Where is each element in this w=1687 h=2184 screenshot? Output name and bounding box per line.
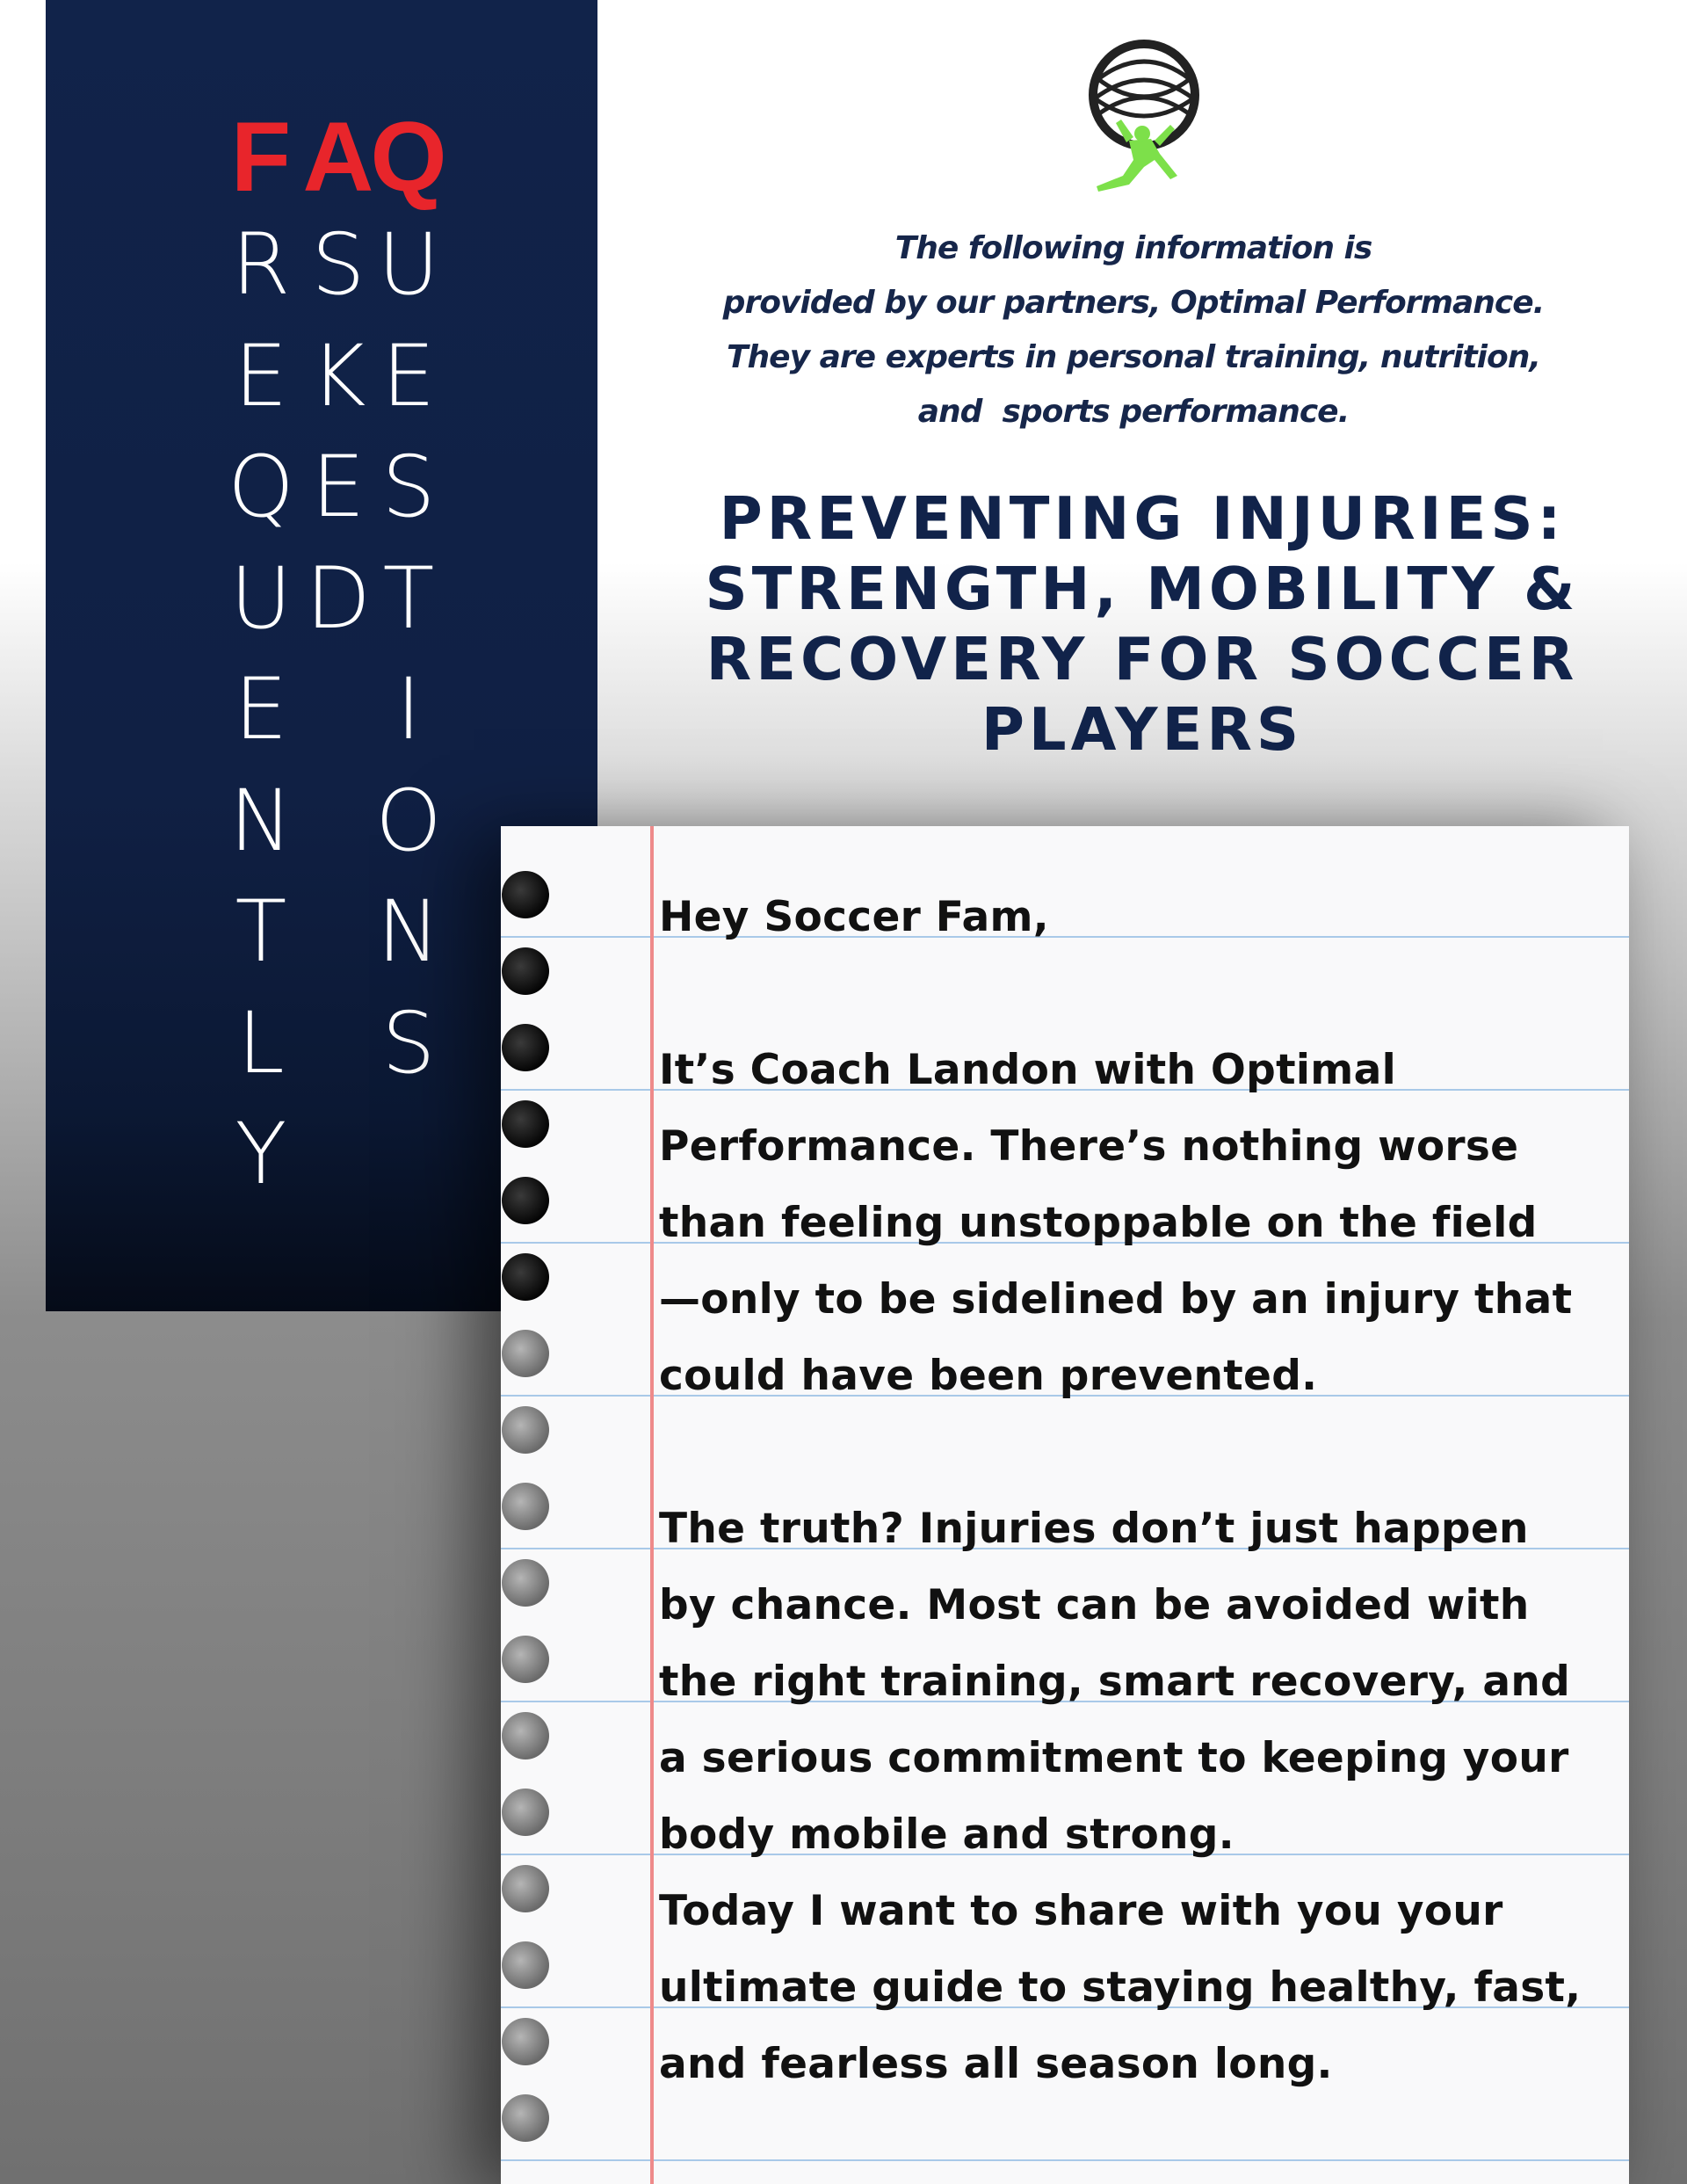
binder-hole xyxy=(502,1636,549,1683)
column-letter: D xyxy=(306,548,371,648)
intro-line: They are experts in personal training, nutrition, xyxy=(726,339,1541,375)
binder-hole xyxy=(502,1330,549,1377)
intro-line: The following information is xyxy=(894,230,1372,266)
binder-hole xyxy=(502,2094,549,2142)
binder-hole xyxy=(502,1483,549,1530)
letter-line: The truth? Injuries don’t just happen xyxy=(659,1505,1529,1553)
column-letter: E xyxy=(311,438,366,536)
binder-hole xyxy=(502,1024,549,1071)
binder-hole xyxy=(502,1865,549,1912)
binder-hole xyxy=(502,1941,549,1989)
letter-line: by chance. Most can be avoided with xyxy=(659,1581,1530,1629)
column-letter: S xyxy=(311,215,366,314)
column-letter: S xyxy=(381,438,436,536)
paragraph-gap xyxy=(659,1414,1608,1491)
faq-letter-a: A xyxy=(302,102,374,212)
binder-hole xyxy=(502,947,549,995)
headline-line: PLAYERS xyxy=(981,695,1304,764)
faq-column-frequently xyxy=(221,102,300,1210)
faq-column-asked xyxy=(299,102,378,654)
binder-hole xyxy=(502,1177,549,1224)
intro-line: and sports performance. xyxy=(917,394,1350,430)
letter-line: than feeling unstoppable on the field xyxy=(659,1199,1538,1247)
binder-hole xyxy=(502,1789,549,1836)
letter-line: could have been prevented. xyxy=(659,1352,1318,1400)
column-letter: Y xyxy=(235,1105,287,1203)
column-letter: I xyxy=(395,660,422,758)
column-letter: T xyxy=(235,882,287,981)
column-letter: O xyxy=(375,771,442,870)
faq-letter-f: F xyxy=(230,102,292,212)
binder-hole xyxy=(502,1712,549,1760)
column-letter: T xyxy=(382,548,435,648)
column-letter: Q xyxy=(228,438,294,536)
letter-line: the right training, smart recovery, and xyxy=(659,1658,1571,1706)
faq-letter-q: Q xyxy=(370,102,447,212)
optimal-performance-logo xyxy=(1046,26,1213,202)
binder-hole xyxy=(502,1406,549,1454)
letter-line: body mobile and strong. xyxy=(659,1810,1234,1859)
letter-line: a serious commitment to keeping your xyxy=(659,1734,1569,1782)
binder-hole xyxy=(502,1253,549,1301)
headline-line: STRENGTH, MOBILITY & xyxy=(705,555,1580,623)
column-letter: U xyxy=(377,215,440,314)
letter-line: ultimate guide to staying healthy, fast, xyxy=(659,1963,1582,2012)
margin-line xyxy=(650,826,654,2184)
paragraph-gap xyxy=(659,955,1608,1032)
column-letter: R xyxy=(231,215,291,314)
binder-holes xyxy=(501,826,571,2184)
letter-line: —only to be sidelined by an injury that xyxy=(659,1275,1573,1324)
partner-intro xyxy=(668,221,1599,439)
binder-hole xyxy=(502,1559,549,1607)
headline-line: PREVENTING INJURIES: xyxy=(719,484,1566,553)
faq-column-questions xyxy=(369,102,448,1099)
headline-line: RECOVERY FOR SOCCER xyxy=(706,625,1579,693)
letter-body xyxy=(659,879,1608,2102)
column-letter: E xyxy=(381,326,436,425)
column-letter: K xyxy=(310,326,366,425)
binder-hole xyxy=(502,2018,549,2065)
column-letter: U xyxy=(229,548,293,648)
notebook-page xyxy=(501,826,1629,2184)
letter-line: Performance. There’s nothing worse xyxy=(659,1122,1519,1171)
binder-hole xyxy=(502,1100,549,1148)
binder-hole xyxy=(502,871,549,918)
letter-line: It’s Coach Landon with Optimal xyxy=(659,1046,1397,1094)
column-letter: N xyxy=(229,771,293,870)
column-letter: N xyxy=(377,882,440,981)
letter-greeting: Hey Soccer Fam, xyxy=(659,893,1049,941)
article-headline xyxy=(668,483,1617,765)
column-letter: E xyxy=(234,660,288,758)
column-letter: E xyxy=(234,326,288,425)
letter-line: Today I want to share with you your xyxy=(659,1887,1503,1935)
column-letter: L xyxy=(237,993,285,1092)
letter-line: and fearless all season long. xyxy=(659,2040,1333,2088)
intro-line: provided by our partners, Optimal Performance. xyxy=(722,285,1545,321)
column-letter: S xyxy=(381,993,436,1092)
